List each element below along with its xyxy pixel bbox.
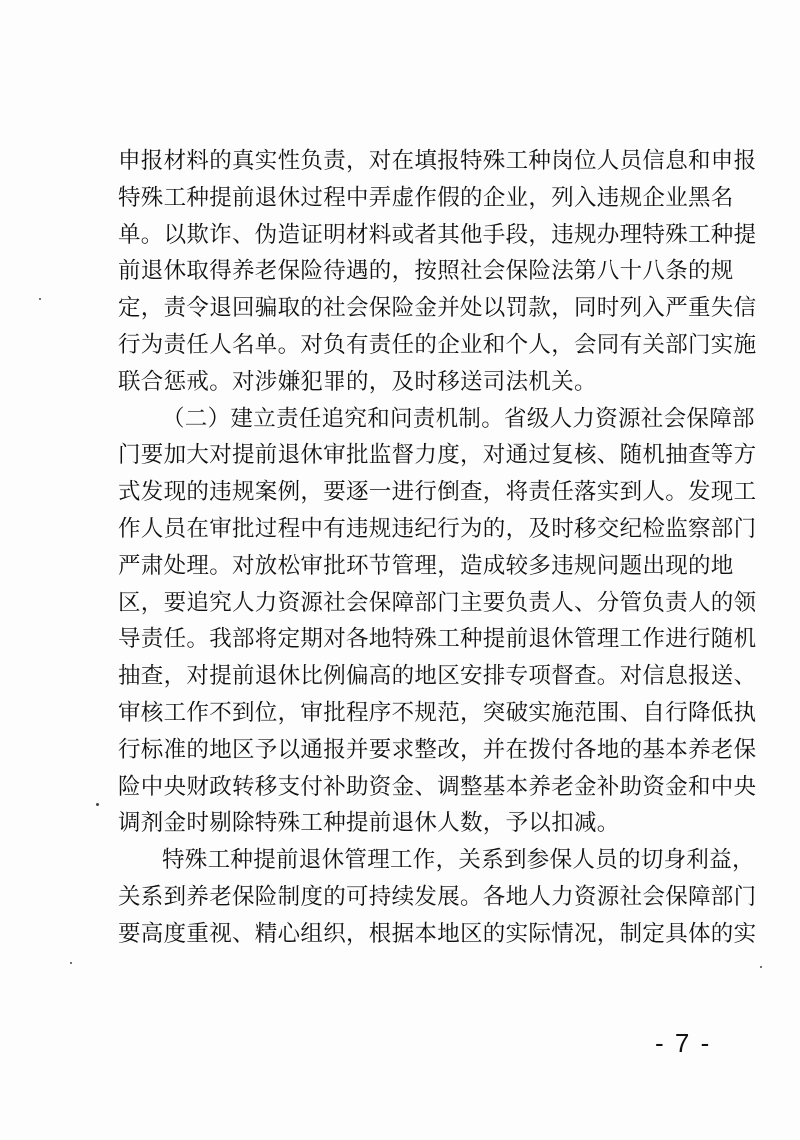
text-line: 审核工作不到位，审批程序不规范，突破实施范围、自行降低执 — [118, 699, 757, 726]
text-line: 区，要追究人力资源社会保障部门主要负责人、分管负责人的领 — [118, 589, 757, 616]
text-line: 严肃处理。对放松审批环节管理，造成较多违规问题出现的地 — [118, 552, 734, 579]
text-line: 特殊工种提前退休过程中弄虚作假的企业，列入违规企业黑名 — [118, 184, 734, 211]
text-line: 要高度重视、精心组织，根据本地区的实际情况，制定具体的实 — [118, 920, 757, 947]
scan-speck — [39, 298, 41, 300]
text-line: 行标准的地区予以通报并要求整改，并在拨付各地的基本养老保 — [118, 736, 757, 763]
text-line: 调剂金时剔除特殊工种提前退休人数，予以扣减。 — [118, 810, 620, 837]
text-line: 申报材料的真实性负责，对在填报特殊工种岗位人员信息和申报 — [118, 148, 757, 174]
text-line: 行为责任人名单。对负有责任的企业和个人，会同有关部门实施 — [118, 331, 757, 358]
text-line: 作人员在审批过程中有违规违纪行为的，及时移交纪检监察部门 — [118, 515, 757, 542]
text-line: 导责任。我部将定期对各地特殊工种提前退休管理工作进行随机 — [118, 626, 757, 653]
scan-speck — [96, 803, 99, 806]
scan-speck — [70, 962, 72, 964]
text-line: 特殊工种提前退休管理工作，关系到参保人员的切身利益， — [162, 847, 755, 874]
scan-speck — [760, 966, 762, 968]
page-number: - 7 - — [655, 1028, 712, 1058]
text-line: 定，责令退回骗取的社会保险金并处以罚款，同时列入严重失信 — [118, 295, 757, 322]
body-text — [118, 143, 757, 953]
text-line: 联合惩戒。对涉嫌犯罪的，及时移送司法机关。 — [118, 368, 597, 395]
text-line: 抽查，对提前退休比例偏高的地区安排专项督查。对信息报送、 — [118, 663, 757, 690]
text-line: 险中央财政转移支付补助资金、调整基本养老金补助资金和中央 — [118, 773, 757, 800]
text-line: 前退休取得养老保险待遇的，按照社会保险法第八十八条的规 — [118, 258, 734, 285]
text-line: 单。以欺诈、伪造证明材料或者其他手段，违规办理特殊工种提 — [118, 221, 757, 248]
text-line: （二）建立责任追究和问责机制。省级人力资源社会保障部 — [162, 405, 755, 432]
text-line: 门要加大对提前退休审批监督力度，对通过复核、随机抽查等方 — [118, 442, 757, 469]
text-line: 关系到养老保险制度的可持续发展。各地人力资源社会保障部门 — [118, 883, 757, 910]
text-line: 式发现的违规案例，要逐一进行倒查，将责任落实到人。发现工 — [118, 479, 757, 506]
